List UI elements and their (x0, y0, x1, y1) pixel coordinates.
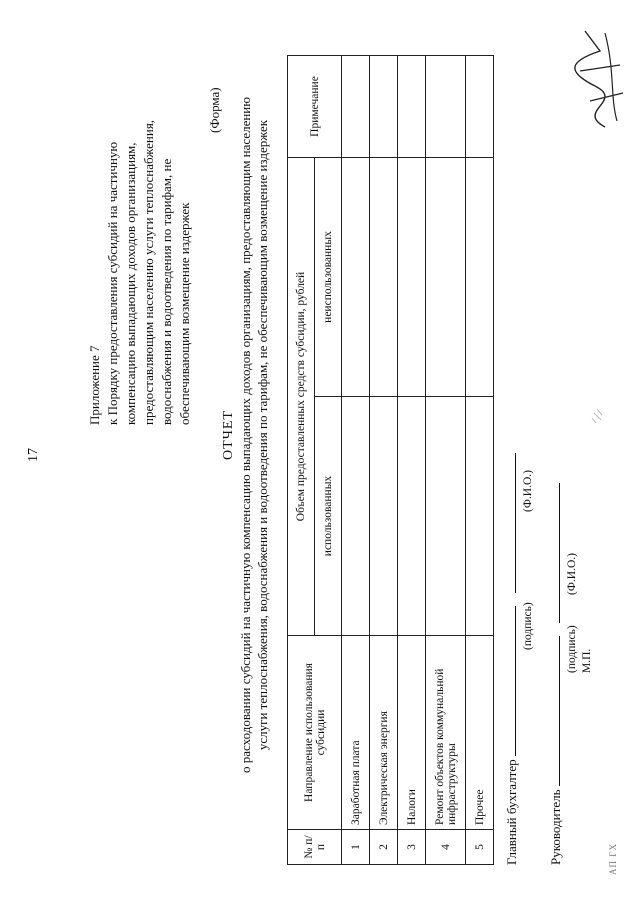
cell-note (466, 56, 494, 158)
page-number: 17 (26, 448, 41, 462)
cell-used (398, 397, 426, 636)
table-row (342, 56, 370, 865)
report-table (287, 55, 494, 865)
handwritten-signature (565, 21, 635, 131)
head-name-caption: (Ф.И.О.) (566, 553, 578, 595)
cell-note (370, 56, 398, 158)
header-row (288, 56, 315, 865)
row-direction: Электрическая энергия (370, 636, 398, 830)
row-direction: Заработная плата (342, 636, 370, 830)
scan-artifact-icon (590, 407, 604, 425)
appendix-line: предоставляющим населению услуги теплоснабжения, (141, 119, 156, 425)
appendix-line: обеспечивающим возмещение издержек (177, 202, 192, 425)
appendix-line: компенсацию выпадающих доходов организациям, (123, 142, 138, 425)
head-sign-caption: (подпись) (566, 625, 578, 673)
corner-mark: АП ГХ (608, 843, 618, 875)
accountant-sign-blank (503, 606, 516, 756)
row-num: 2 (370, 830, 398, 865)
appendix-block (86, 65, 194, 425)
report-subtitle-line-2: услуги теплоснабжения, водоснабжения и водоотведения по тарифам, не обеспечивающим возмещение издержек (255, 119, 270, 751)
cell-used (342, 397, 370, 636)
accountant-role: Главный бухгалтер (504, 759, 519, 865)
row-direction: Налоги (398, 636, 426, 830)
head-name-blank (547, 483, 560, 623)
table-row (370, 56, 398, 865)
stamp-label: М.П. (581, 648, 593, 673)
row-num: 1 (342, 830, 370, 865)
header-direction: Направление использования субсидии (288, 636, 342, 830)
head-signature-line (547, 483, 564, 865)
row-direction: Прочее (466, 636, 494, 830)
cell-unused (398, 158, 426, 397)
head-role: Руководитель (548, 789, 563, 865)
row-direction: Ремонт объектов коммунальной инфраструктуры (426, 636, 466, 830)
header-num: № п/п (288, 830, 342, 865)
appendix-line: водоснабжения и водоотведения по тарифам, не (159, 158, 174, 425)
row-num: 4 (426, 830, 466, 865)
table-row (426, 56, 466, 865)
report-subtitle-line-1: о расходовании субсидий на частичную компенсацию выпадающих доходов организациям, предоставляющим населению (238, 97, 253, 773)
cell-note (342, 56, 370, 158)
accountant-name-blank (503, 453, 516, 593)
report-title-block (220, 35, 271, 835)
table-row (466, 56, 494, 865)
cell-unused (370, 158, 398, 397)
accountant-sign-caption: (подпись) (522, 602, 534, 650)
header-used: использованных (315, 397, 342, 636)
header-unused: неиспользованных (315, 158, 342, 397)
header-note: Примечание (288, 56, 342, 158)
cell-used (370, 397, 398, 636)
accountant-signature-line (503, 453, 520, 865)
cell-note (398, 56, 426, 158)
header-volume: Объем предоставленных средств субсидии, рублей (288, 158, 315, 636)
cell-unused (342, 158, 370, 397)
cell-used (426, 397, 466, 636)
appendix-title: Приложение 7 (87, 345, 102, 425)
cell-note (426, 56, 466, 158)
cell-used (466, 397, 494, 636)
cell-unused (426, 158, 466, 397)
row-num: 3 (398, 830, 426, 865)
appendix-line: к Порядку предоставления субсидий на частичную (105, 141, 120, 425)
accountant-name-caption: (Ф.И.О.) (522, 470, 534, 512)
form-label: (Форма) (207, 87, 222, 133)
cell-unused (466, 158, 494, 397)
row-num: 5 (466, 830, 494, 865)
head-sign-blank (547, 636, 560, 786)
table-row (398, 56, 426, 865)
report-heading: ОТЧЕТ (221, 410, 236, 460)
